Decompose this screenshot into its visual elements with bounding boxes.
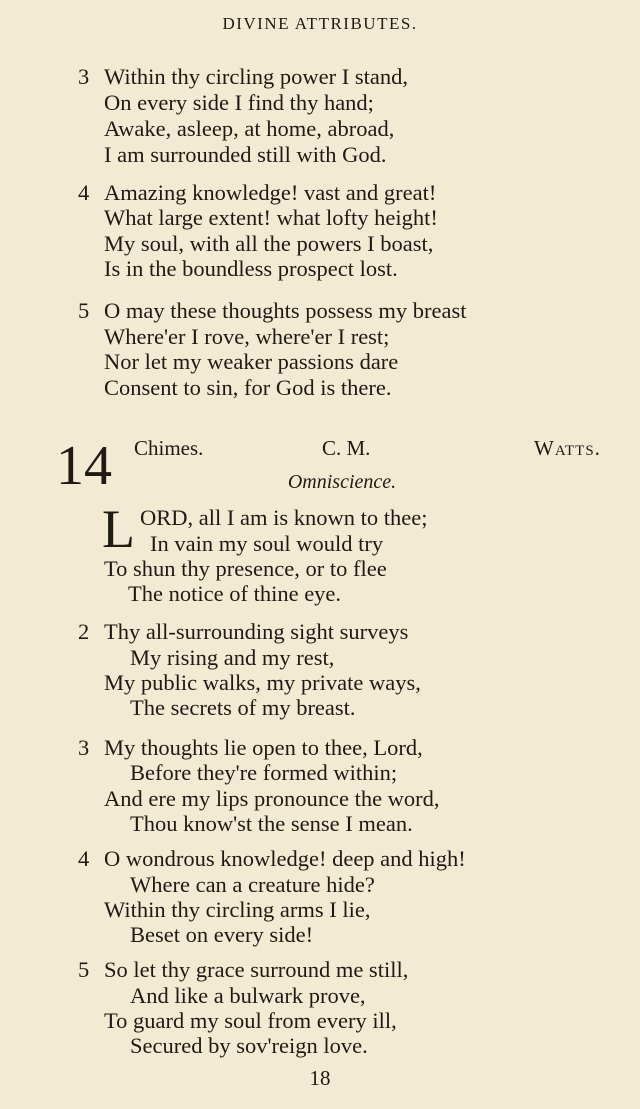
verse-line: My rising and my rest, (130, 645, 335, 670)
verse-line: ORD, all I am is known to thee; (140, 505, 428, 530)
verse-line: O may these thoughts possess my breast (104, 298, 467, 323)
verse-line: Within thy circling arms I lie, (104, 897, 371, 922)
verse-line: The notice of thine eye. (128, 581, 342, 606)
stanza-number: 4 (78, 846, 90, 871)
running-head: DIVINE ATTRIBUTES. (222, 14, 418, 33)
verse-line: Thou know'st the sense I mean. (130, 811, 413, 836)
verse-line: What large extent! what lofty height! (104, 205, 438, 230)
verse-line: Beset on every side! (130, 922, 314, 947)
verse-line: Secured by sov'reign love. (130, 1033, 368, 1058)
hymn-tune: Chimes. (134, 436, 204, 460)
verse-line: My soul, with all the powers I boast, (104, 231, 434, 256)
stanza-number: 3 (78, 64, 90, 89)
verse-line: Nor let my weaker passions dare (104, 349, 399, 374)
stanza-number: 3 (78, 735, 90, 760)
verse-line: Awake, asleep, at home, abroad, (104, 116, 395, 141)
verse-line: Thy all-surrounding sight surveys (104, 619, 409, 644)
hymn-number: 14 (56, 435, 112, 497)
hymn-author: Watts. (534, 436, 601, 460)
verse-line: Where can a creature hide? (130, 872, 375, 897)
drop-cap: L (102, 499, 135, 559)
stanza-number: 2 (78, 619, 90, 644)
verse-line: Amazing knowledge! vast and great! (104, 180, 437, 205)
verse-line: Is in the boundless prospect lost. (104, 256, 398, 281)
verse-line: So let thy grace surround me still, (104, 957, 409, 982)
hymn-subtitle: Omniscience. (287, 471, 397, 493)
verse-line: Within thy circling power I stand, (104, 64, 409, 89)
stanza-number: 4 (78, 180, 90, 205)
verse-line: Before they're formed within; (130, 760, 398, 785)
verse-line: I am surrounded still with God. (104, 142, 387, 167)
verse-line: To guard my soul from every ill, (104, 1008, 397, 1033)
verse-line: On every side I find thy hand; (104, 90, 374, 115)
verse-line: My thoughts lie open to thee, Lord, (104, 735, 423, 760)
stanza-number: 5 (78, 957, 90, 982)
hymn-meter: C. M. (322, 436, 371, 460)
verse-line: Where'er I rove, where'er I rest; (104, 324, 390, 349)
page-number: 18 (309, 1066, 331, 1090)
verse-line: In vain my soul would try (150, 531, 384, 556)
verse-line: Consent to sin, for God is there. (104, 375, 392, 400)
verse-line: O wondrous knowledge! deep and high! (104, 846, 466, 871)
verse-line: And ere my lips pronounce the word, (104, 786, 440, 811)
verse-line: To shun thy presence, or to flee (104, 556, 387, 581)
stanza-number: 5 (78, 298, 90, 323)
verse-line: The secrets of my breast. (130, 695, 356, 720)
verse-line: And like a bulwark prove, (130, 983, 366, 1008)
verse-line: My public walks, my private ways, (104, 670, 421, 695)
